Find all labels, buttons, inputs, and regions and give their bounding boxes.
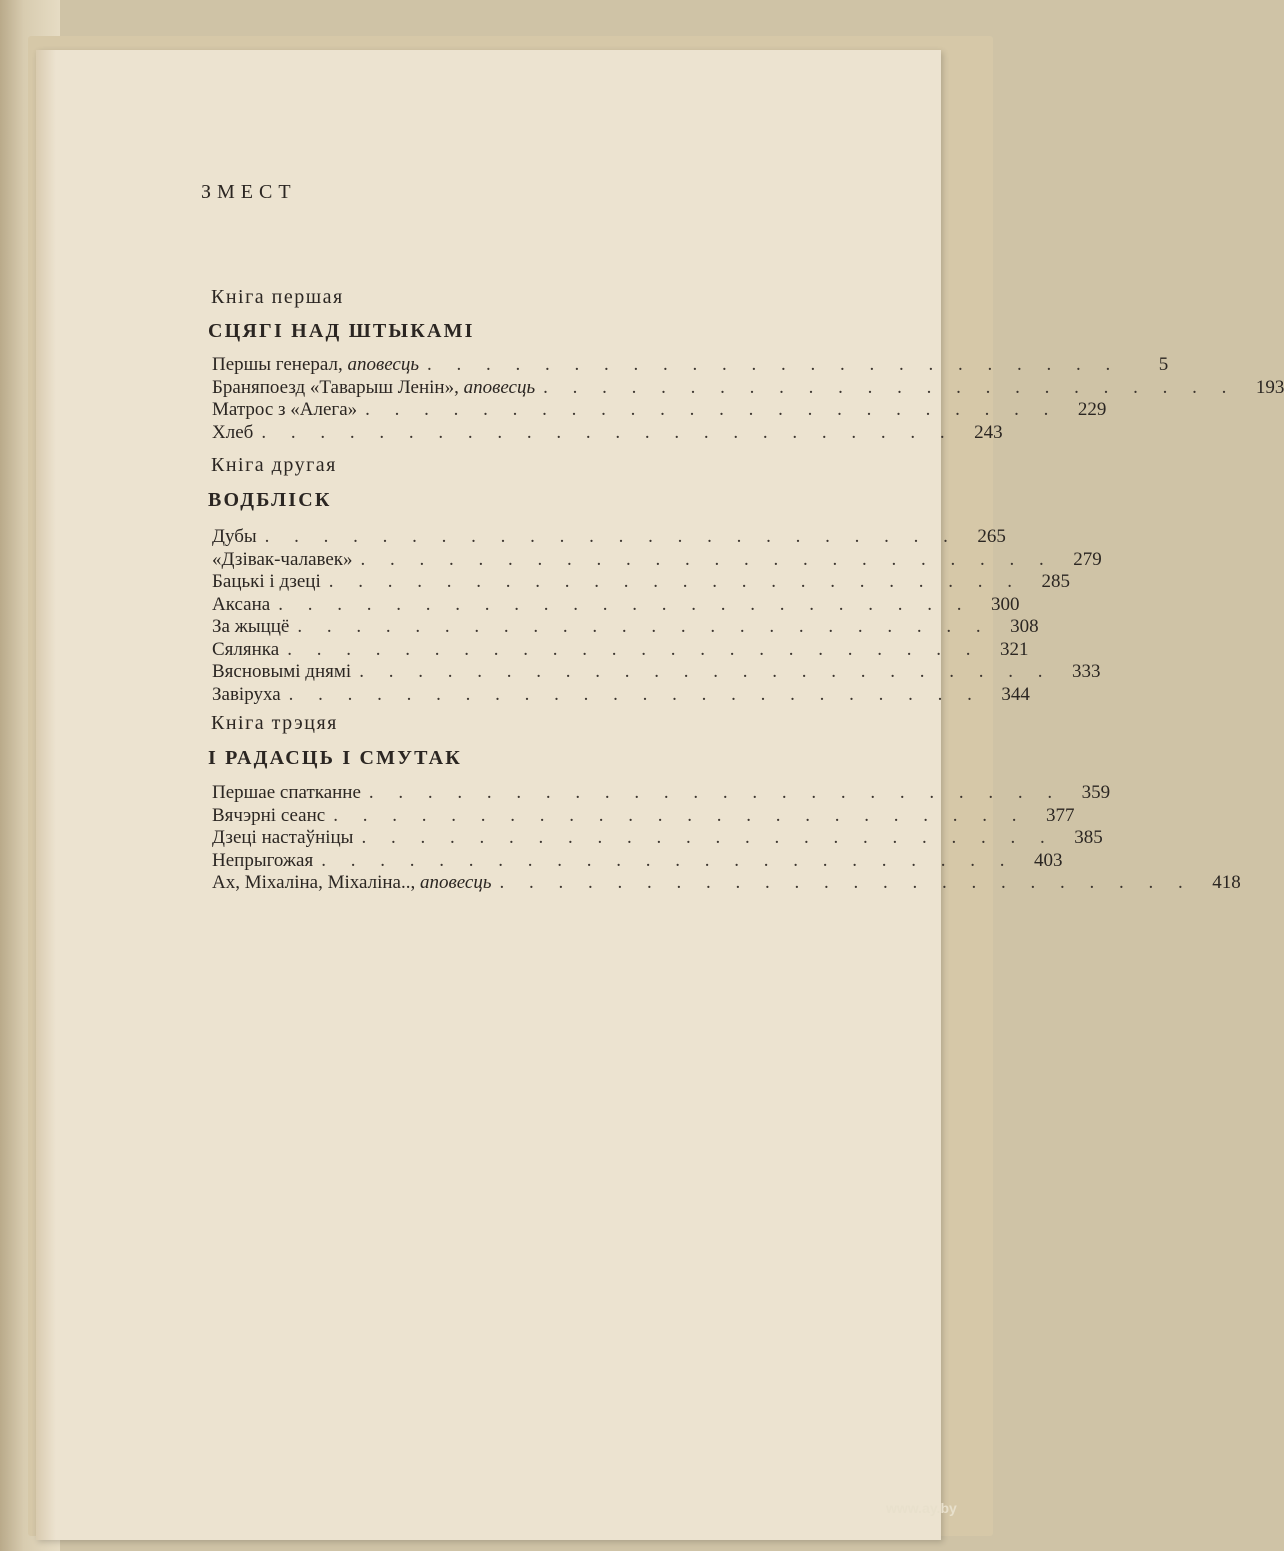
toc-entry (212, 849, 1063, 873)
entry-page: 265 (977, 526, 1006, 547)
toc-entry (212, 782, 1111, 805)
leader-dots: . . . . . . . . . . . . . . . . . . . . . . . . (499, 872, 1193, 893)
leader-dots: . . . . . . . . . . . . . . . . . . . . . . . . (359, 661, 1053, 682)
book-2-title: ВОДБЛІСК (208, 489, 332, 511)
entry-title: За жыццё (212, 616, 290, 637)
leader-dots: . . . . . . . . . . . . . . . . . . . . . . . . (543, 376, 1237, 398)
leader-dots: . . . . . . . . . . . . . . . . . . . . . . . . (321, 849, 1015, 871)
entry-page: 377 (1045, 804, 1075, 826)
entry-title: Бацькі і дзеці (212, 571, 321, 592)
entry-title: Браняпоезд «Таварыш Ленін», (212, 376, 464, 398)
toc-entry (212, 616, 1039, 639)
leader-dots: . . . . . . . . . . . . . . . . . . . . . . . . (361, 827, 1055, 848)
entry-page: 359 (1081, 782, 1111, 803)
entry-page: 243 (974, 421, 1003, 443)
entry-title: Вясновымі днямі (212, 661, 352, 682)
toc-entry (212, 804, 1075, 828)
entry-page: 403 (1033, 849, 1063, 871)
leader-dots: . . . . . . . . . . . . . . . . . . . . . . . . (365, 399, 1059, 420)
book-1-title: СЦЯГІ НАД ШТЫКАМІ (208, 320, 475, 342)
entry-page: 308 (1010, 616, 1039, 637)
entry-page: 344 (1001, 683, 1030, 705)
toc-entry (212, 683, 1030, 707)
leader-dots: . . . . . . . . . . . . . . . . . . . . . . . . (328, 571, 1022, 592)
entry-page: 418 (1212, 872, 1241, 893)
entry-page: 279 (1073, 548, 1102, 570)
leader-dots: . . . . . . . . . . . . . . . . . . . . . . . . (278, 593, 972, 615)
toc-heading: ЗМЕСТ (201, 181, 297, 203)
entry-title: Ах, Міхаліна, Міхаліна.., (212, 872, 420, 893)
entry-page: 285 (1041, 571, 1070, 592)
toc-entry (212, 571, 1070, 594)
entry-title: Вячэрні сеанс (212, 804, 326, 826)
toc-entry (212, 872, 1241, 895)
book-2-label: Кніга другая (211, 454, 337, 476)
entry-page: 385 (1074, 827, 1103, 848)
book-3-entries (212, 782, 1241, 895)
entry-page: 193 (1255, 376, 1284, 398)
entry-title: Сялянка (212, 638, 280, 660)
entry-title: Першы генерал, (212, 354, 348, 375)
entry-note: аповесць (420, 872, 492, 893)
entry-title: Хлеб (212, 421, 254, 443)
toc-entry (212, 548, 1102, 572)
toc-entry (212, 526, 1006, 549)
leader-dots: . . . . . . . . . . . . . . . . . . . . . . . . (297, 616, 991, 637)
toc-entry (212, 354, 1169, 377)
entry-title: Першае спатканне (212, 782, 361, 803)
entry-title: «Дзівак-чалавек» (212, 548, 353, 570)
leader-dots: . . . . . . . . . . . . . . . . . . . . . . . . (426, 354, 1121, 375)
toc-entry (212, 827, 1103, 850)
toc-entry (212, 376, 1284, 400)
entry-note: аповесць (463, 376, 536, 398)
table-of-contents (36, 50, 1284, 1540)
book-3-label: Кніга трэцяя (211, 712, 338, 734)
leader-dots: . . . . . . . . . . . . . . . . . . . . . . . . (333, 804, 1027, 826)
toc-entry (212, 399, 1107, 422)
site-watermark: www.ay.by (886, 1500, 957, 1516)
entry-page: 5 (1158, 354, 1169, 375)
leader-dots: . . . . . . . . . . . . . . . . . . . . . . . . (360, 548, 1054, 570)
book-page (36, 50, 1284, 1540)
book-1-entries (212, 354, 1284, 444)
entry-title: Завіруха (212, 683, 281, 705)
entry-page: 321 (999, 638, 1029, 660)
entry-title: Непрыгожая (212, 849, 314, 871)
entry-title: Дубы (212, 526, 257, 547)
entry-page: 333 (1071, 661, 1101, 682)
leader-dots: . . . . . . . . . . . . . . . . . . . . . . . . (261, 421, 955, 443)
toc-entry (212, 661, 1101, 684)
toc-entry (212, 638, 1029, 662)
book-1-label: Кніга першая (211, 286, 344, 308)
entry-note: аповесць (347, 354, 419, 375)
toc-entry (212, 421, 1003, 445)
leader-dots: . . . . . . . . . . . . . . . . . . . . . . . . (287, 638, 981, 660)
entry-page: 300 (990, 593, 1020, 615)
entry-title: Матрос з «Алега» (212, 399, 358, 420)
toc-entry (212, 593, 1020, 617)
book-3-title: І РАДАСЦЬ І СМУТАК (208, 747, 462, 769)
entry-title: Дзеці настаўніцы (212, 827, 354, 848)
entry-page: 229 (1077, 399, 1107, 420)
entry-title: Аксана (212, 593, 271, 615)
leader-dots: . . . . . . . . . . . . . . . . . . . . . . . . (368, 782, 1063, 803)
leader-dots: . . . . . . . . . . . . . . . . . . . . . . . . (288, 683, 982, 705)
leader-dots: . . . . . . . . . . . . . . . . . . . . . . . . (264, 526, 958, 547)
book-2-entries (212, 526, 1102, 706)
